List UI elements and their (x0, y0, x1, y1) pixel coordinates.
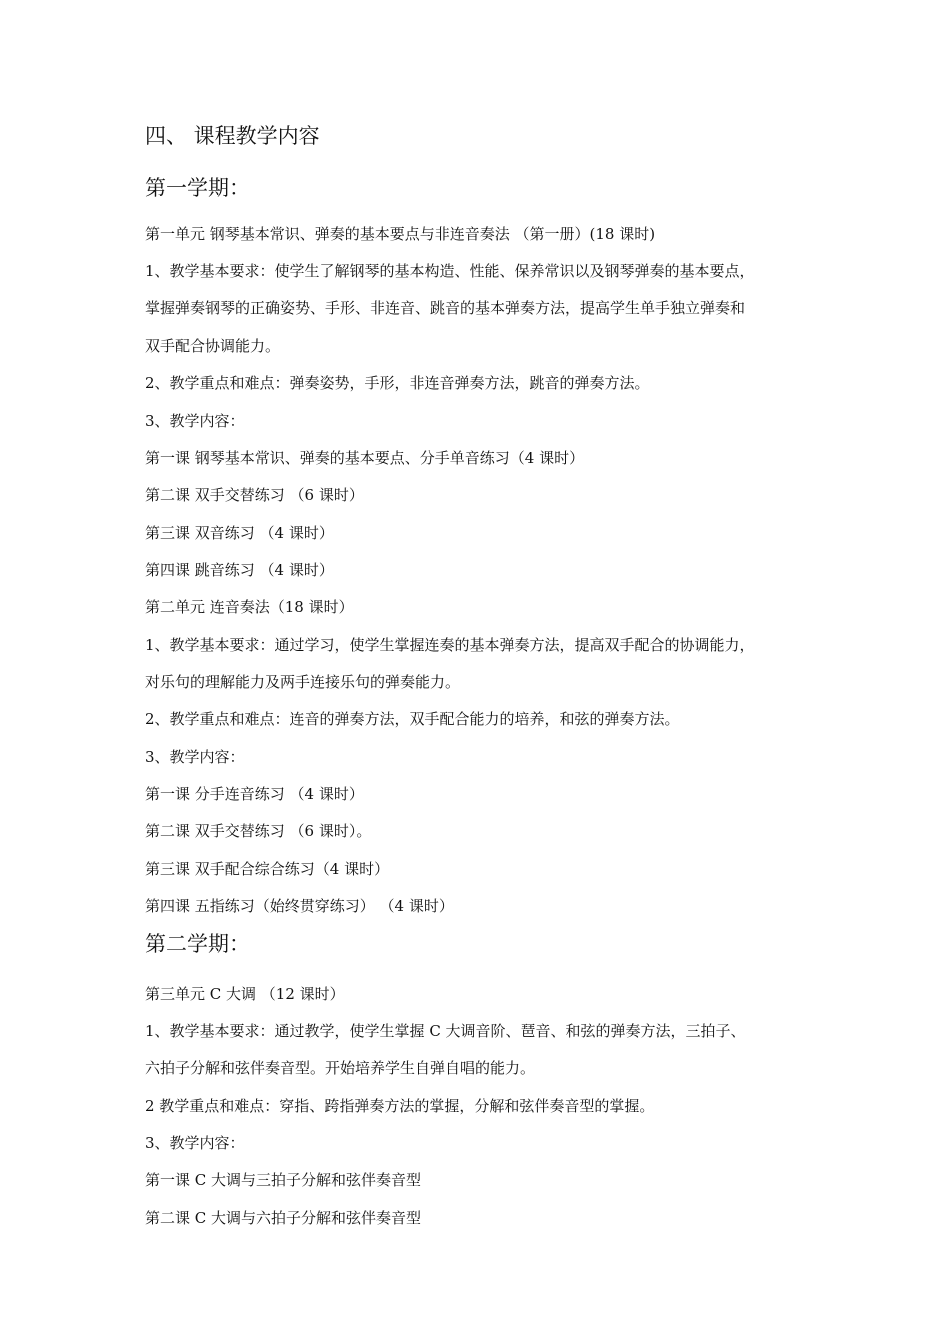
unit-2-key-points: 2、教学重点和难点：连音的弹奏方法，双手配合能力的培养，和弦的弹奏方法。 (145, 710, 680, 728)
unit-3-requirements-line-1: 1、教学基本要求：通过教学，使学生掌握 C 大调音阶、琶音、和弦的弹奏方法，三拍子、 (145, 1022, 746, 1040)
unit-3-content-label: 3、教学内容： (145, 1134, 245, 1152)
unit-3-title: 第三单元 C 大调 （12 课时） (145, 985, 345, 1003)
unit-2-lesson-1: 第一课 分手连音练习 （4 课时） (145, 785, 364, 803)
semester-1-title: 第一学期： (145, 176, 250, 200)
unit-1-key-points: 2、教学重点和难点：弹奏姿势，手形，非连音弹奏方法，跳音的弹奏方法。 (145, 374, 650, 392)
unit-3-lesson-1: 第一课 C 大调与三拍子分解和弦伴奏音型 (145, 1171, 422, 1189)
unit-1-requirements-line-3: 双手配合协调能力。 (145, 337, 281, 355)
unit-3-key-points: 2 教学重点和难点：穿指、跨指弹奏方法的掌握，分解和弦伴奏音型的掌握。 (145, 1097, 655, 1115)
unit-1-requirements-line-2: 掌握弹奏钢琴的正确姿势、手形、非连音、跳音的基本弹奏方法，提高学生单手独立弹奏和 (145, 299, 746, 317)
unit-2-lesson-3: 第三课 双手配合综合练习（4 课时） (145, 860, 390, 878)
unit-2-content-label: 3、教学内容： (145, 748, 245, 766)
unit-1-lesson-2: 第二课 双手交替练习 （6 课时） (145, 486, 364, 504)
unit-2-requirements-line-1: 1、教学基本要求：通过学习，使学生掌握连奏的基本弹奏方法，提高双手配合的协调能力， (145, 636, 755, 654)
unit-3-lesson-2: 第二课 C 大调与六拍子分解和弦伴奏音型 (145, 1209, 422, 1227)
unit-1-title: 第一单元 钢琴基本常识、弹奏的基本要点与非连音奏法 （第一册）(18 课时) (145, 225, 656, 243)
semester-2-title: 第二学期： (145, 932, 250, 956)
unit-2-lesson-2: 第二课 双手交替练习 （6 课时）。 (145, 822, 372, 840)
unit-1-requirements-line-1: 1、教学基本要求：使学生了解钢琴的基本构造、性能、保养常识以及钢琴弹奏的基本要点， (145, 262, 755, 280)
unit-1-lesson-1: 第一课 钢琴基本常识、弹奏的基本要点、分手单音练习（4 课时） (145, 449, 585, 467)
unit-2-requirements-line-2: 对乐句的理解能力及两手连接乐句的弹奏能力。 (145, 673, 461, 691)
unit-3-requirements-line-2: 六拍子分解和弦伴奏音型。开始培养学生自弹自唱的能力。 (145, 1059, 536, 1077)
unit-2-title: 第二单元 连音奏法（18 课时） (145, 598, 354, 616)
unit-1-content-label: 3、教学内容： (145, 412, 245, 430)
unit-1-lesson-3: 第三课 双音练习 （4 课时） (145, 524, 334, 542)
section-title: 四、 课程教学内容 (145, 124, 320, 148)
unit-2-lesson-4: 第四课 五指练习（始终贯穿练习） （4 课时） (145, 897, 454, 915)
unit-1-lesson-4: 第四课 跳音练习 （4 课时） (145, 561, 334, 579)
